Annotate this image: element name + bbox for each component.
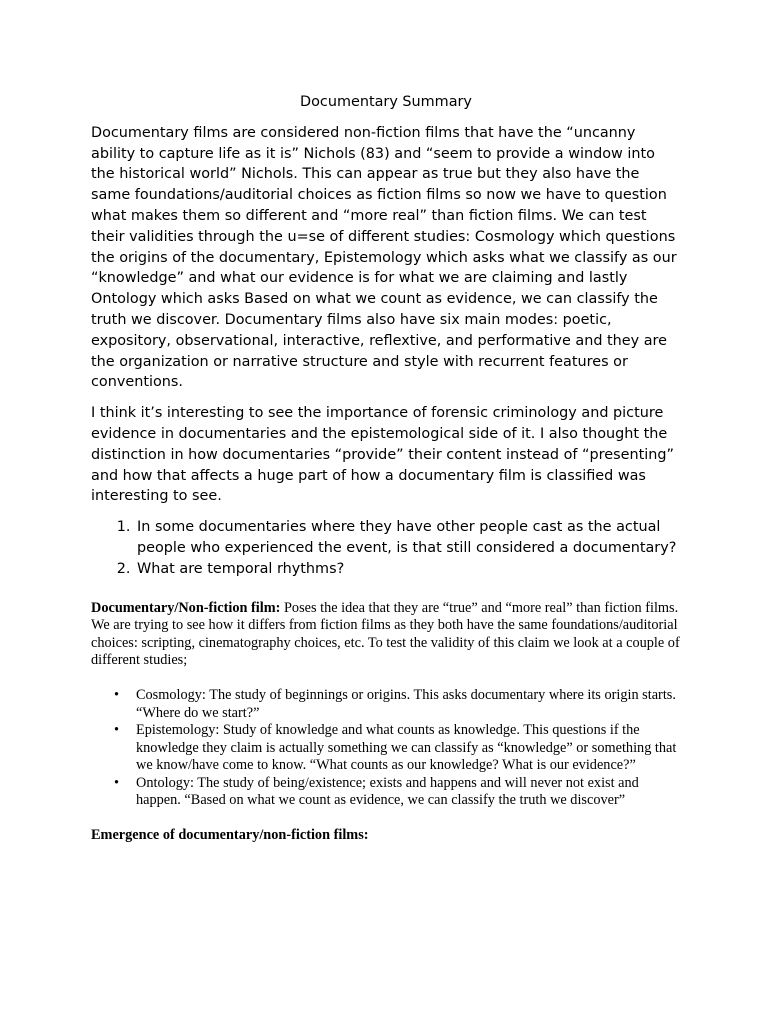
study-item-cosmology: • Cosmology: The study of beginnings or origins. This asks documentary where its origin starts. “Where do we start?” [136, 687, 681, 722]
definition-text: Poses the idea that they are “true” and “more real” than fiction films. We are trying to see how it differs from fiction films as they both have the same foundations/auditorial choices: scripting, cinematography choices, etc. To test the validity of this claim we look at a couple of different studies; [91, 599, 680, 669]
study-item-epistemology: • Epistemology: Study of knowledge and what counts as knowledge. This questions if the knowledge they claim is actually something we can classify as “knowledge” or something that we know/have come to know. “What counts as our knowledge? What is our evidence?” [136, 722, 681, 775]
question-item: 2. What are temporal rhythms? [135, 559, 681, 580]
summary-paragraph-1: Documentary films are considered non-fiction films that have the “uncanny ability to capture life as it is” Nichols (83) and “seem to provide a window into the historical world” Nichols. This can appear as true but they also have the same foundations/auditorial choices as fiction films so now we have to question what makes them so different and “more real” than fiction films. We can test their validities through the u=se of different studies: Cosmology which questions the origins of the documentary, Epistemology which asks what we classify as our “knowledge” and what our evidence is for what we are claiming and lastly Ontology which asks Based on what we count as evidence, we can classify the truth we discover. Documentary films also have six main modes: poetic, expository, observational, interactive, reflextive, and performative and they are the organization or narrative structure and style with recurrent features or conventions. [91, 124, 677, 391]
definition-term: Documentary/Non-fiction film: [91, 599, 281, 616]
summary-paragraph-2: I think it’s interesting to see the importance of forensic criminology and picture evidence in documentaries and the epistemological side of it. I also thought the distinction in how documentaries “provide” their content instead of “presenting” and how that affects a huge part of how a documentary film is classified was interesting to see. [91, 405, 674, 505]
document-page [91, 92, 681, 845]
questions-list [91, 517, 681, 579]
studies-list [91, 687, 681, 810]
section-heading: Emergence of documentary/non-fiction films: [91, 827, 369, 844]
definition-paragraph [91, 600, 681, 670]
question-item: 1. In some documentaries where they have other people cast as the actual people who experienced the event, is that still considered a documentary? [135, 517, 681, 559]
document-title: Documentary Summary [300, 94, 472, 110]
study-item-ontology: • Ontology: The study of being/existence; exists and happens and will never not exist and happen. “Based on what we count as evidence, we can classify the truth we discover” [136, 775, 681, 810]
spacer [91, 580, 681, 590]
